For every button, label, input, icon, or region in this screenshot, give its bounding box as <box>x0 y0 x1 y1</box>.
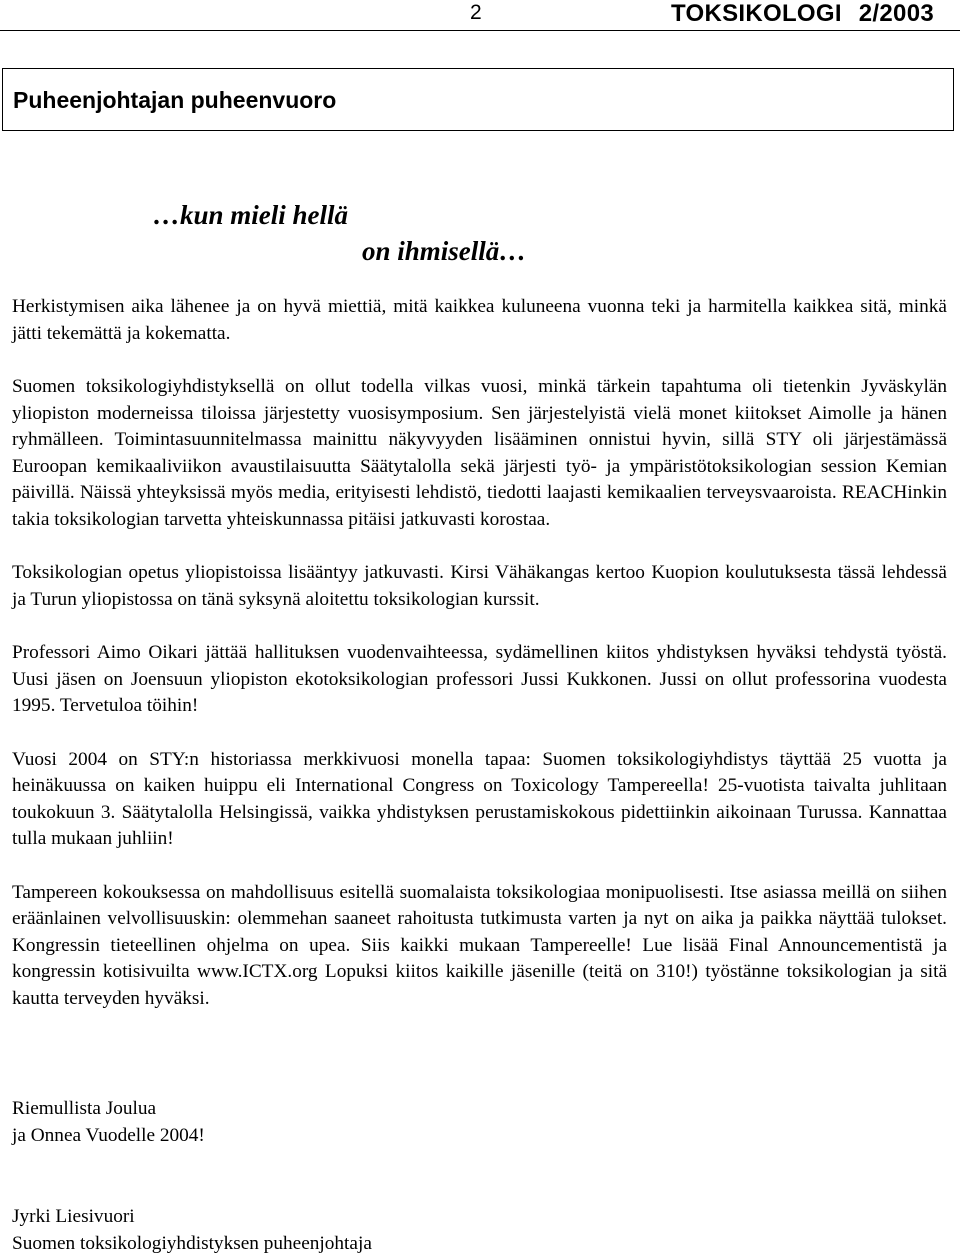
closing-greeting <box>12 1096 205 1149</box>
section-title-box <box>2 68 954 131</box>
page-number: 2 <box>470 1 482 24</box>
paragraph: Herkistymisen aika lähenee ja on hyvä miettiä, mitä kaikkea kuluneena vuonna teki ja harmitella kaikkea sitä, minkä jätti tekemättä ja kokematta. <box>12 296 947 344</box>
motto-line-2: on ihmisellä… <box>362 236 527 266</box>
page-header <box>0 0 960 40</box>
signature <box>12 1204 372 1257</box>
article-body <box>12 294 947 1039</box>
section-title: Puheenjohtajan puheenvuoro <box>13 87 337 113</box>
paragraph: Vuosi 2004 on STY:n historiassa merkkivuosi monella tapaa: Suomen toksikologiyhdistys täyttää 25 vuotta ja heinäkuussa on kaiken huippu eli International Congress on Toxicology Tampereella! 25-vuotista taivalta juhlitaan toukokuun 3. Säätytalolla Helsingissä, vaikka yhdistyksen perustamiskokous pidettiinkin aikoinaan Turussa. Kannattaa tulla mukaan juhliin! <box>12 748 947 849</box>
journal-title: TOKSIKOLOGI 2/2003 <box>670 0 934 27</box>
signature-role: Suomen toksikologiyhdistyksen puheenjohtaja <box>12 1232 372 1254</box>
motto-line-1: …kun mieli hellä <box>153 200 349 230</box>
closing-line-2: ja Onnea Vuodelle 2004! <box>12 1124 205 1146</box>
signature-name: Jyrki Liesivuori <box>12 1206 135 1227</box>
paragraph: Tampereen kokouksessa on mahdollisuus esitellä suomalaista toksikologiaa monipuolisesti. Itse asiassa meillä on siihen eräänlainen velvollisuuskin: olemmehan saaneet rahoitusta tutkimusta varten ja nyt on aika ja paikka näyttää tulokset. Kongressin tieteellinen ohjelma on upea. Siis kaikki mukaan Tampereelle! Lue lisää Final Announcementistä ja kongressin kotisivuilta www.ICTX.org Lopuksi kiitos kaikille jäsenille (teitä on 310!) työstänne toksikologian ja sitä kautta terveyden hyväksi. <box>12 881 947 1009</box>
paragraph: Professori Aimo Oikari jättää hallituksen vuodenvaihteessa, sydämellinen kiitos yhdistyksen hyväksi tehdystä työstä. Uusi jäsen on Joensuun yliopiston ekotoksikologian professori Jussi Kukkonen. Jussi on ollut professorina vuodesta 1995. Tervetuloa töihin! <box>12 642 947 716</box>
closing-line-1: Riemullista Joulua <box>12 1098 157 1119</box>
paragraph: Toksikologian opetus yliopistoissa lisääntyy jatkuvasti. Kirsi Vähäkangas kertoo Kuopion koulutuksesta tässä lehdessä ja Turun yliopistossa on tänä syksynä aloitettu toksikologian kurssit. <box>12 562 947 610</box>
paragraph: Suomen toksikologiyhdistyksellä on ollut todella vilkas vuosi, minkä tärkein tapahtuma oli tietenkin Jyväskylän yliopiston moderneissa tiloissa järjestetty vuosisymposium. Sen järjestelyistä vielä monet kiitokset Aimolle ja hänen ryhmälleen. Toimintasuunnitelmassa mainittu näkyvyyden lisääminen onnistui hyvin, sillä STY oli järjestämässä Euroopan kemikaaliviikon avaustilaisuutta Säätytalolla sekä järjesti työ- ja ympäristötoksikologian session Kemian päivillä. Näissä yhteyksissä myös media, erityisesti lehdistö, tiedotti laajasti kemikaalien terveysvaaroista. REACHinkin takia toksikologian tarvetta yhteiskunnassa pitäisi jatkuvasti korostaa. <box>12 376 947 530</box>
header-rule <box>0 30 960 31</box>
